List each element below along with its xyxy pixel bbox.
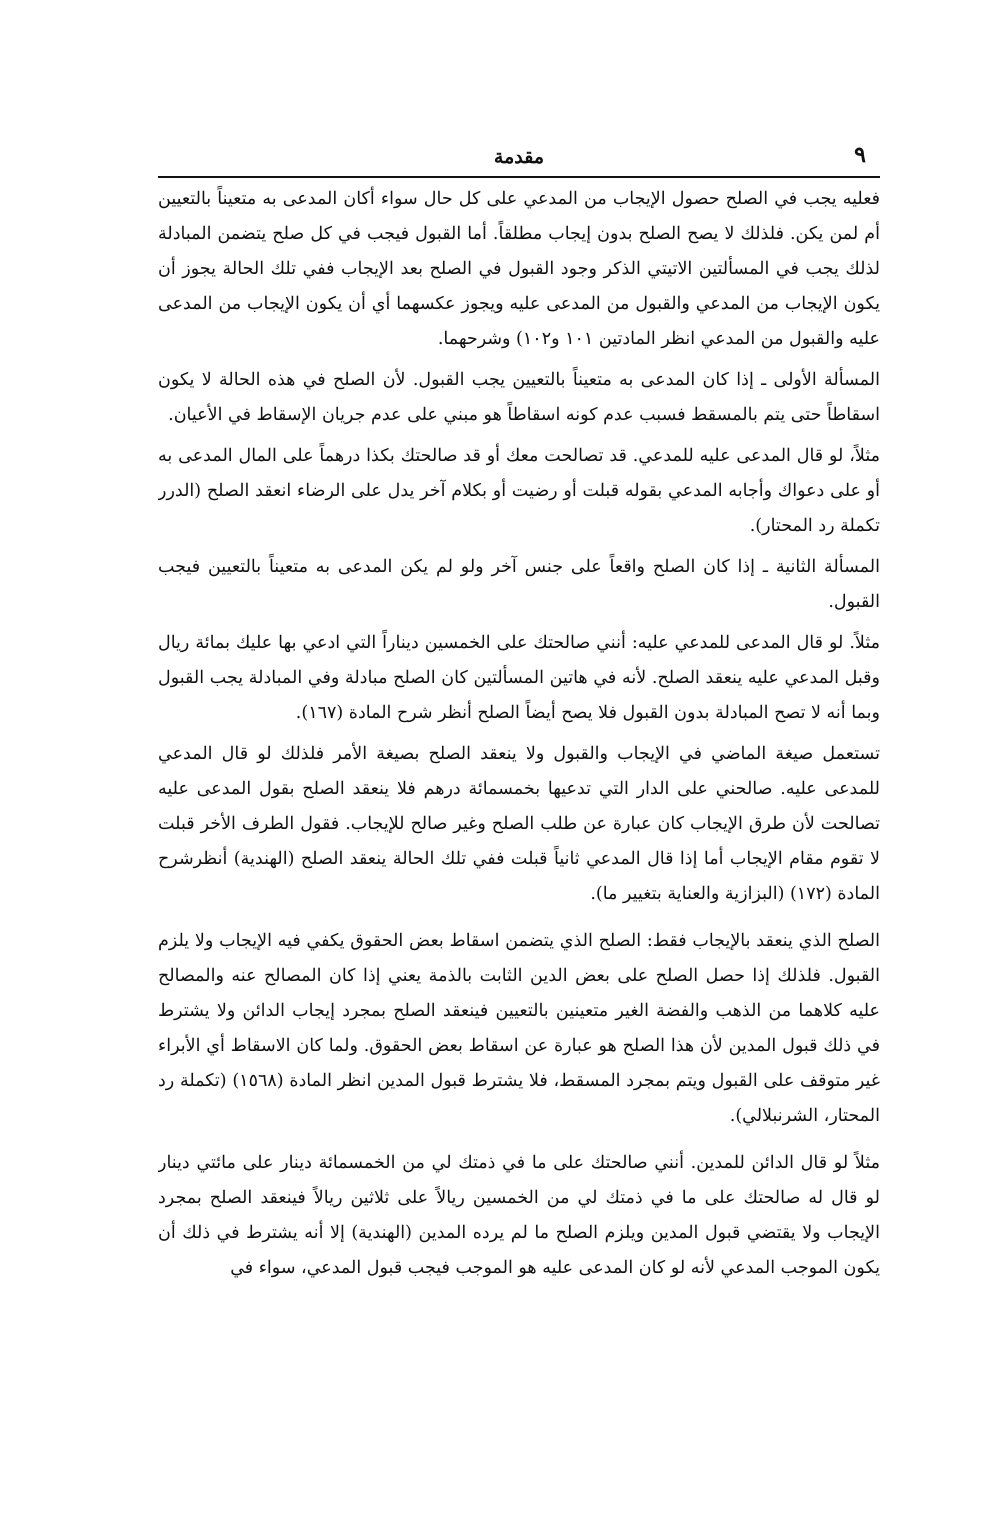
page-number: ٩ [854,142,866,168]
paragraph: المسألة الأولى ـ إذا كان المدعى به متعيناً بالتعيين يجب القبول. لأن الصلح في هذه الحالة لا يكون اسقاطاً حتى يتم بالمسقط فسبب عدم كونه اسقاطاً هو مبني على عدم جريان الإسقاط في الأعيان. [158,370,880,425]
paragraph: تستعمل صيغة الماضي في الإيجاب والقبول ولا ينعقد الصلح بصيغة الأمر فلذلك لو قال المدعي للمدعى عليه. صالحني على الدار التي تدعيها بخمسمائة درهم فلا ينعقد الصلح بقول المدعى عليه تصالحت لأن طرق الإيجاب كان عبارة عن طلب الصلح وغير صالح للإيجاب. فقول الطرف الأخر قبلت لا تقوم مقام الإيجاب أما إذا قال المدعي ثانياً قبلت ففي تلك الحالة ينعقد الصلح (الهندية) أنظرشرح المادة (١٧٢) (البزازية والعناية بتغيير ما). [158,744,880,904]
running-title: مقدمة [493,146,545,168]
paragraph: مثلاً لو قال الدائن للمدين. أنني صالحتك على ما في ذمتك لي من الخمسمائة دينار على مائتي دينار لو قال له صالحتك على ما في ذمتك لي من الخمسين ريالاً على ثلاثين ريالاً فينعقد الصلح بمجرد الإيجاب ولا يقتضي قبول المدين ويلزم الصلح ما لم يرده المدين (الهندية) إلا أنه يشترط في ذلك أن يكون الموجب المدعي لأنه لو كان المدعى عليه هو الموجب فيجب قبول المدعي، سواء في [158,1153,880,1278]
paragraph: فعليه يجب في الصلح حصول الإيجاب من المدعي على كل حال سواء أكان المدعى به متعيناً بالتعيين أم لمن يكن. فلذلك لا يصح الصلح بدون إيجاب مطلقاً. أما القبول فيجب في كل صلح يتضمن المبادلة لذلك يجب في المسألتين الاتيتي الذكر وجود القبول في الصلح بعد الإيجاب ففي تلك الحالة يجوز أن يكون الإيجاب من المدعي والقبول من المدعى عليه ويجوز عكسهما أي أن يكون الإيجاب من المدعى عليه والقبول من المدعي انظر المادتين ١٠١ و١٠٢) وشرحهما. [158,189,880,349]
paragraph: مثلاً. لو قال المدعى للمدعي عليه: أنني صالحتك على الخمسين ديناراً التي ادعي بها عليك بمائة ريال وقبل المدعي عليه ينعقد الصلح. لأنه في هاتين المسألتين كان الصلح مبادلة وفي المبادلة يجب القبول وبما أنه لا تصح المبادلة بدون القبول فلا يصح أيضاً الصلح أنظر شرح المادة (١٦٧). [158,633,880,723]
paragraph: المسألة الثانية ـ إذا كان الصلح واقعاً على جنس آخر ولو لم يكن المدعى به متعيناً بالتعيين فيجب القبول. [158,557,880,612]
body-text [158,178,880,1286]
document-page [158,138,880,1368]
paragraph: الصلح الذي ينعقد بالإيجاب فقط: الصلح الذي يتضمن اسقاط بعض الحقوق يكفي فيه الإيجاب ولا يلزم القبول. فلذلك إذا حصل الصلح على بعض الدين الثابت بالذمة يعني إذا كان المصالح عنه والمصالح عليه كلاهما من الذهب والفضة الغير متعينين بالتعيين فينعقد الصلح بمجرد إيجاب الدائن ولا يشترط في ذلك قبول المدين لأن هذا الصلح هو عبارة عن اسقاط بعض الحقوق. ولما كان الاسقاط أي الأبراء غير متوقف على القبول ويتم بمجرد المسقط، فلا يشترط قبول المدين انظر المادة (١٥٦٨) (تكملة رد المحتار، الشرنبلالي). [158,931,880,1126]
running-header [158,138,880,178]
paragraph: مثلاً، لو قال المدعى عليه للمدعي. قد تصالحت معك أو قد صالحتك بكذا درهماً على المال المدعى به أو على دعواك وأجابه المدعي بقوله قبلت أو رضيت أو بكلام آخر يدل على الرضاء انعقد الصلح (الدرر تكملة رد المحتار). [158,446,880,536]
